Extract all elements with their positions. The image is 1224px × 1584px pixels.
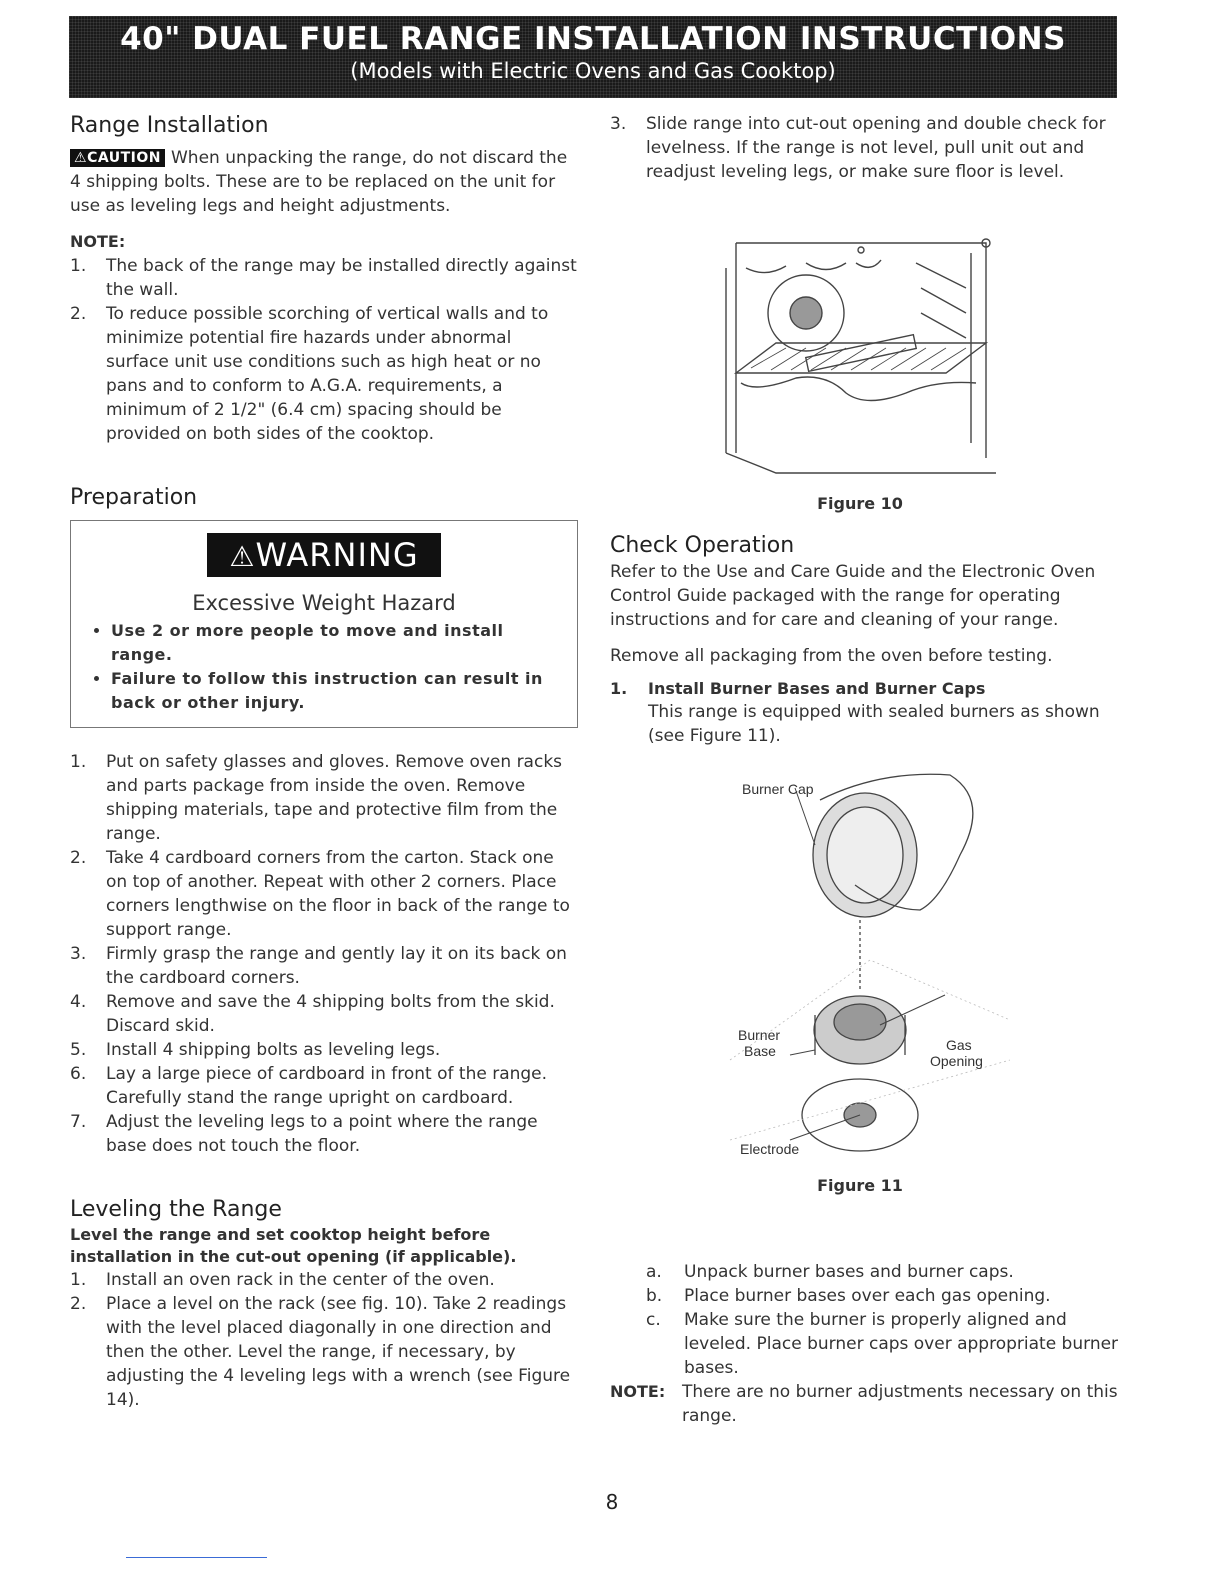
list-item: 7. Adjust the leveling legs to a point where the range base does not touch the floor. [70,1112,538,1156]
warning-triangle-icon: ⚠ [229,540,256,573]
list-item: 1. Put on safety glasses and gloves. Remove oven racks and parts package from inside the oven. Remove shipping materials, tape and protective film from the range. [70,752,563,844]
range-installation-section [70,112,578,446]
final-note [610,1380,1120,1428]
preparation-section [70,484,578,1158]
burner-label: Burner [738,1027,781,1043]
slide-range-step [610,112,1120,184]
figure-11-burner-illustration [720,760,1010,1166]
hazard-bullets [85,619,563,715]
leveling-steps [70,1268,578,1412]
list-item: 2. Take 4 cardboard corners from the carton. Stack one on top of another. Repeat with other 2 corners. Place corners lengthwise on the floor in back of the range to support range. [70,848,570,940]
opening-label: Opening [930,1053,983,1069]
list-item: 3. Slide range into cut-out opening and double check for levelness. If the range is not level, pull unit out and readjust leveling legs, or make sure floor is level. [610,114,1106,182]
install-burner-step: 1. Install Burner Bases and Burner Caps This range is equipped with sealed burners as shown (see Figure 11). [610,678,1120,748]
caution-paragraph [70,146,578,218]
list-item: 6. Lay a large piece of cardboard in front of the range. Carefully stand the range upright on cardboard. [70,1064,548,1108]
footer-rule [126,1557,267,1558]
leveling-heading: Leveling the Range [70,1197,282,1222]
gas-label: Gas [946,1037,972,1053]
caution-icon: ⚠ [74,150,88,166]
list-item: 2. To reduce possible scorching of vertical walls and to minimize potential fire hazards under abnormal surface unit use conditions such as high heat or no pans and to conform to A.G.A. requirements, a minimum of 2 1/2" (6.4 cm) spacing should be provided on both sides of the cooktop. [70,304,549,444]
note-label: NOTE: [70,232,126,251]
final-note-text: There are no burner adjustments necessary on this range. [682,1382,1118,1426]
list-item: b. Place burner bases over each gas opening. [646,1286,1051,1306]
install-burner-title: Install Burner Bases and Burner Caps [648,679,986,698]
check-operation-section [610,532,1120,748]
page-number: 8 [605,1490,619,1514]
title-banner [69,16,1117,98]
install-burner-text: This range is equipped with sealed burners as shown (see Figure 11). [648,702,1100,746]
page-title: 40" DUAL FUEL RANGE INSTALLATION INSTRUCTIONS [120,21,1066,57]
list-item: 4. Remove and save the 4 shipping bolts from the skid. Discard skid. [70,992,555,1036]
warning-badge: ⚠WARNING [207,533,441,577]
check-operation-para2: Remove all packaging from the oven before testing. [610,646,1053,666]
list-item: c. Make sure the burner is properly aligned and leveled. Place burner caps over appropriate burner bases. [646,1310,1119,1378]
list-item: 1. The back of the range may be installed directly against the wall. [70,256,577,300]
list-item: • Use 2 or more people to move and install range. [111,619,563,667]
hazard-title: Excessive Weight Hazard [192,591,456,615]
list-item: • Failure to follow this instruction can result in back or other injury. [111,667,563,715]
check-operation-para1: Refer to the Use and Care Guide and the Electronic Oven Control Guide packaged with the range for operating instructions and for care and cleaning of your range. [610,562,1096,630]
leveling-section [70,1196,578,1412]
list-item: a. Unpack burner bases and burner caps. [646,1262,1014,1282]
caution-text: When unpacking the range, do not discard the 4 shipping bolts. These are to be replaced on the unit for use as leveling legs and height adjustments. [70,148,568,216]
figure-10-oven-illustration [716,198,1006,478]
figure-10-caption: Figure 10 [817,494,903,513]
electrode-label: Electrode [740,1141,800,1157]
preparation-heading: Preparation [70,485,198,510]
note-list [70,254,578,446]
burner-cap-label: Burner Cap [742,781,814,797]
list-item: 1. Install an oven rack in the center of the oven. [70,1270,495,1290]
figure-11-caption: Figure 11 [817,1176,903,1195]
page-subtitle: (Models with Electric Ovens and Gas Cooktop) [350,59,836,83]
check-operation-heading: Check Operation [610,533,795,558]
list-item: 3. Firmly grasp the range and gently lay it on its back on the cardboard corners. [70,944,567,988]
list-item: 2. Place a level on the rack (see fig. 10). Take 2 readings with the level placed diagonally in one direction and then the other. Level the range, if necessary, by adjusting the 4 leveling legs with a wrench (see Figure 14). [70,1294,571,1410]
list-item: 5. Install 4 shipping bolts as leveling legs. [70,1040,441,1060]
final-note-label: NOTE: [610,1382,666,1401]
caution-badge [70,149,165,167]
burner-steps-section [610,1260,1120,1428]
burner-steps-list [646,1260,1120,1380]
caution-label: CAUTION [87,150,161,166]
preparation-steps [70,750,578,1158]
warning-box [70,520,578,728]
range-installation-heading: Range Installation [70,113,269,138]
slide-step-list [610,112,1120,184]
base-label: Base [744,1043,776,1059]
leveling-subheading: Level the range and set cooktop height before installation in the cut-out opening (if applicable). [70,1225,517,1266]
